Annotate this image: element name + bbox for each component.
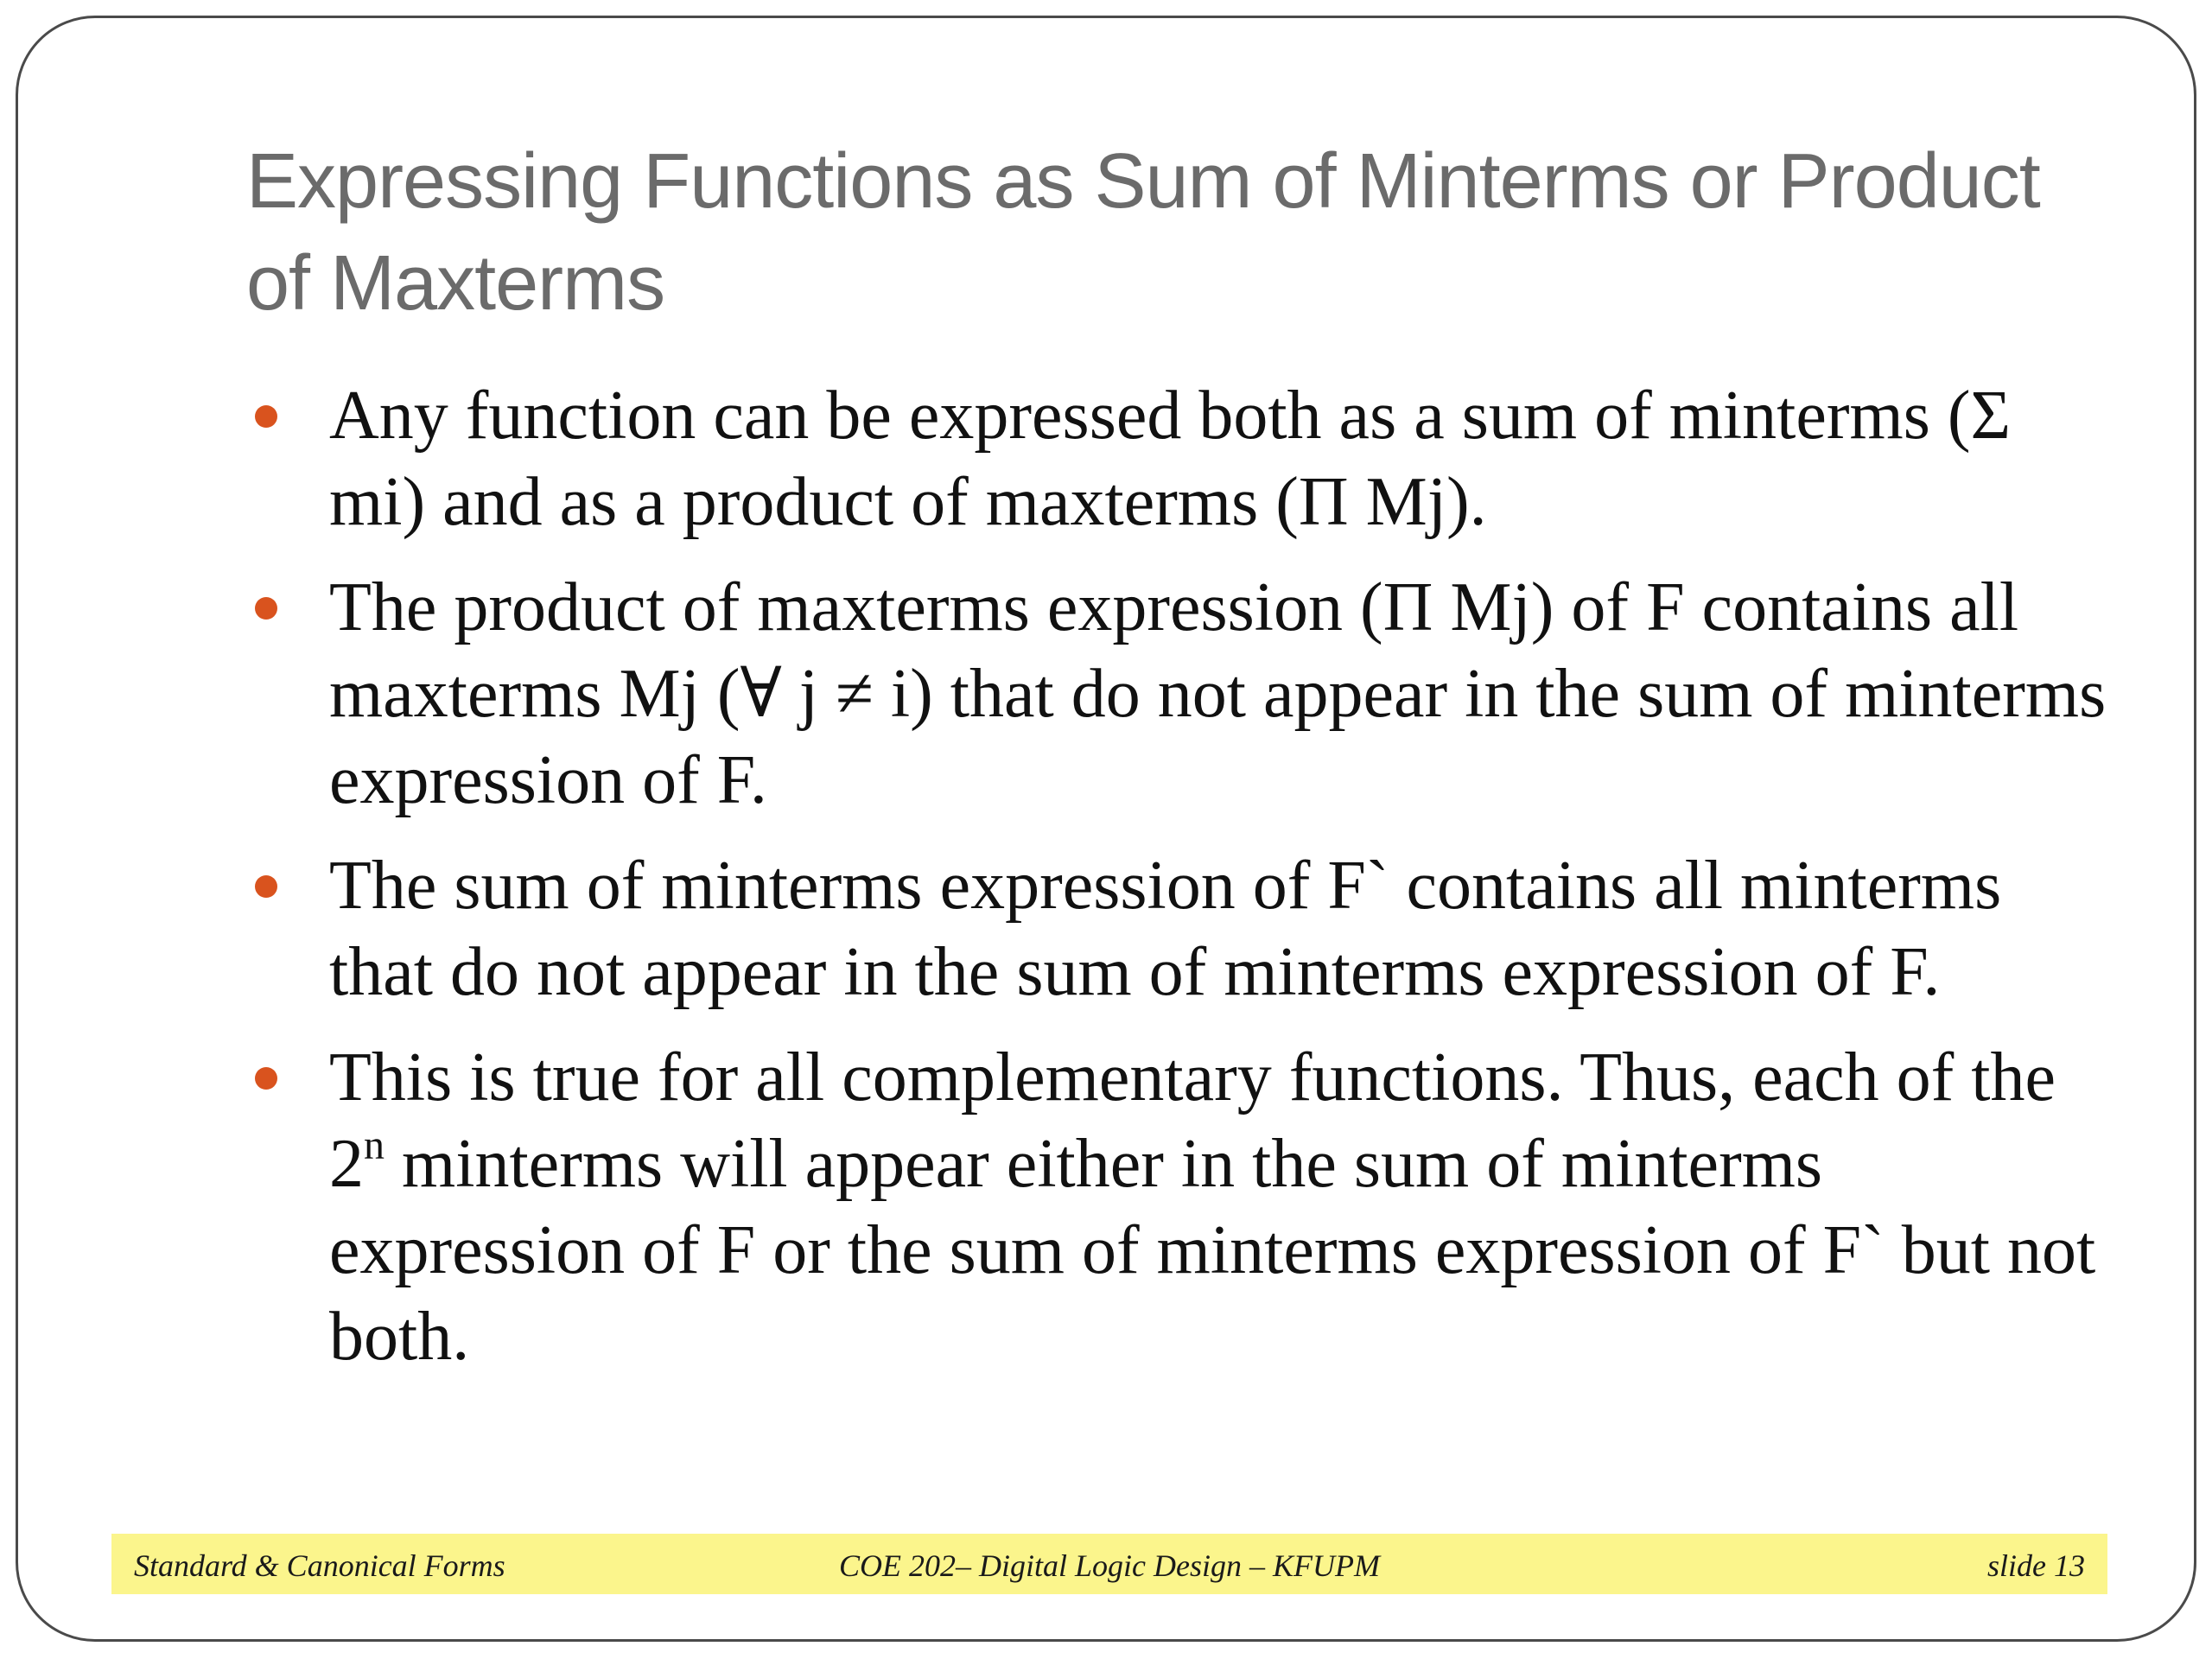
bullet-item xyxy=(246,1034,2113,1380)
footer-course-name: COE 202– Digital Logic Design – KFUPM xyxy=(839,1548,1380,1583)
bullet-text: Any function can be expressed both as a sum of minterms (Σ mi) and as a product of maxterms (Π Mj). xyxy=(329,378,2012,540)
footer-section-title: Standard & Canonical Forms xyxy=(134,1548,505,1583)
bullet-item xyxy=(246,842,2113,1015)
bullet-text-before: This is true for all complementary functions. Thus, each of the 2 xyxy=(329,1039,2056,1202)
bullet-item xyxy=(246,372,2113,545)
bullet-dot-icon xyxy=(255,1067,277,1090)
superscript-n: n xyxy=(364,1122,385,1168)
bullet-dot-icon xyxy=(255,875,277,898)
footer-bar xyxy=(111,1534,2107,1594)
slide-title: Expressing Functions as Sum of Minterms or Product of Maxterms xyxy=(246,138,2040,327)
bullet-list xyxy=(246,372,2113,1399)
bullet-dot-icon xyxy=(255,405,277,428)
bullet-item xyxy=(246,564,2113,823)
footer-slide-number: slide 13 xyxy=(1987,1548,2085,1583)
bullet-text-after: minterms will appear either in the sum of minterms expression of F or the sum of minterms expression of F` but not both. xyxy=(329,1126,2096,1375)
bullet-text: The sum of minterms expression of F` contains all minterms that do not appear in the sum of minterms expression of F. xyxy=(329,848,2002,1010)
bullet-dot-icon xyxy=(255,597,277,620)
bullet-text: The product of maxterms expression (Π Mj) of F contains all maxterms Mj (∀ j ≠ i) that do not appear in the sum of minterms expression of F. xyxy=(329,569,2107,818)
slide xyxy=(16,16,2196,1642)
